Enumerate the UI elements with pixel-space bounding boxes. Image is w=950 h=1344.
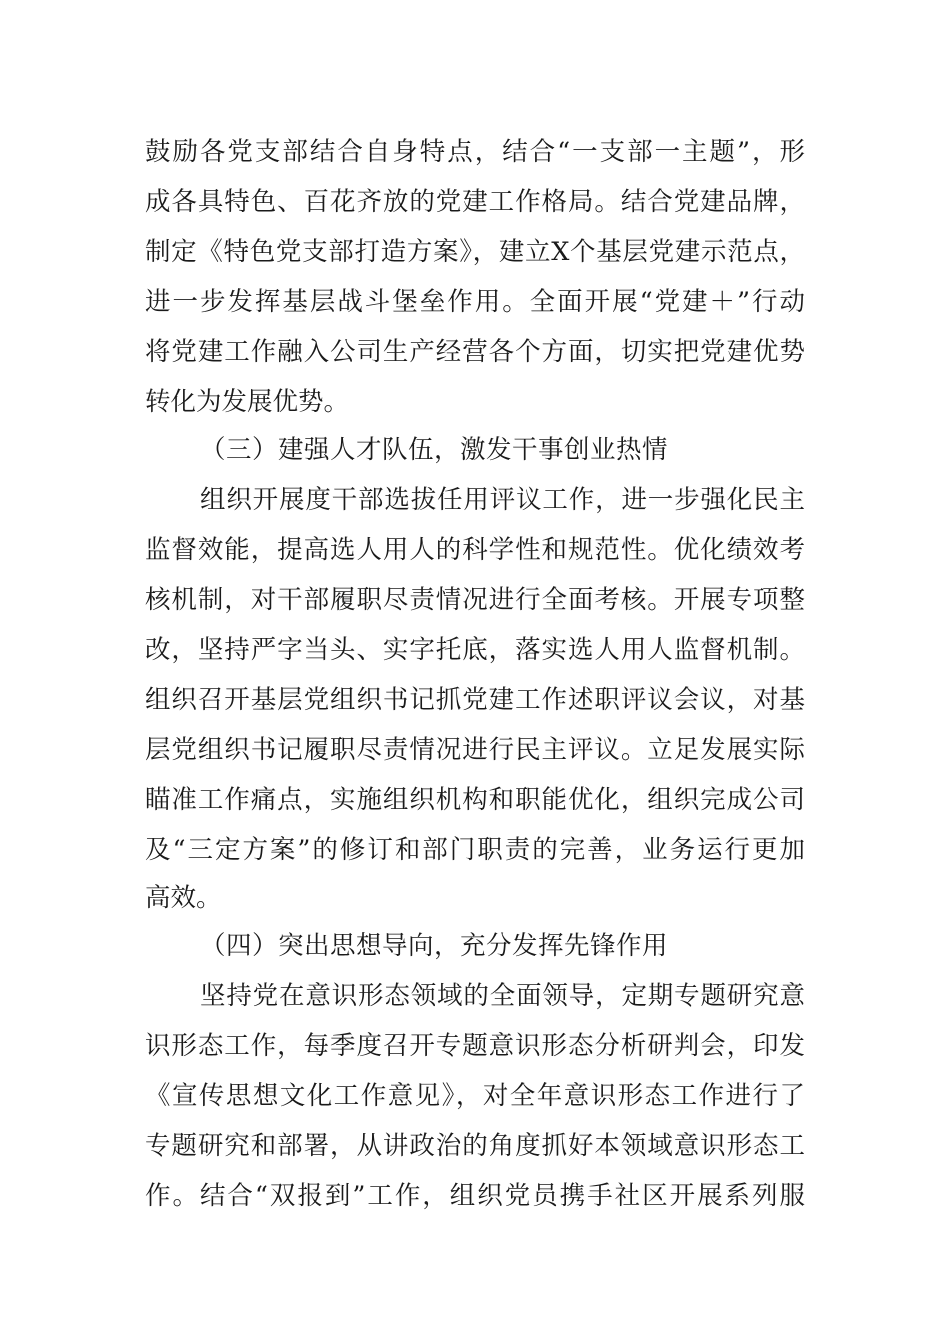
body-text-line: 作。结合“双报到”工作，组织党员携手社区开展系列服 <box>145 1181 805 1211</box>
body-text-line: 专题研究和部署，从讲政治的角度抓好本领域意识形态工 <box>145 1131 805 1161</box>
section-heading: （三）建强人才队伍，激发干事创业热情 <box>200 435 669 465</box>
body-text-line: 坚持党在意识形态领域的全面领导，定期专题研究意 <box>200 981 805 1011</box>
body-text-line: 改，坚持严字当头、实字托底，落实选人用人监督机制。 <box>145 635 805 665</box>
body-text-line: 监督效能，提高选人用人的科学性和规范性。优化绩效考 <box>145 535 805 565</box>
body-text-line: 《宣传思想文化工作意见》，对全年意识形态工作进行了 <box>145 1081 805 1111</box>
body-text-line: 核机制，对干部履职尽责情况进行全面考核。开展专项整 <box>145 585 805 615</box>
body-text-line: 及“三定方案”的修订和部门职责的完善，业务运行更加 <box>145 835 805 865</box>
section-heading: （四）突出思想导向，充分发挥先锋作用 <box>200 931 669 961</box>
body-text-line: 将党建工作融入公司生产经营各个方面，切实把党建优势 <box>145 337 805 367</box>
body-text-line: 鼓励各党支部结合自身特点，结合“一支部一主题”，形 <box>145 137 805 167</box>
body-text-line: 转化为发展优势。 <box>145 387 350 417</box>
body-text-line: 组织开展度干部选拔任用评议工作，进一步强化民主 <box>200 485 805 515</box>
body-text-line: 组织召开基层党组织书记抓党建工作述职评议会议，对基 <box>145 685 805 715</box>
body-text-line: 制定《特色党支部打造方案》，建立X个基层党建示范点， <box>145 237 805 267</box>
body-text-line: 高效。 <box>145 883 222 913</box>
body-text-line: 识形态工作，每季度召开专题意识形态分析研判会，印发 <box>145 1031 805 1061</box>
body-text-line: 瞄准工作痛点，实施组织机构和职能优化，组织完成公司 <box>145 785 805 815</box>
body-text-line: 成各具特色、百花齐放的党建工作格局。结合党建品牌， <box>145 187 805 217</box>
body-text-line: 进一步发挥基层战斗堡垒作用。全面开展“党建＋”行动 <box>145 287 805 317</box>
body-text-line: 层党组织书记履职尽责情况进行民主评议。立足发展实际 <box>145 735 805 765</box>
